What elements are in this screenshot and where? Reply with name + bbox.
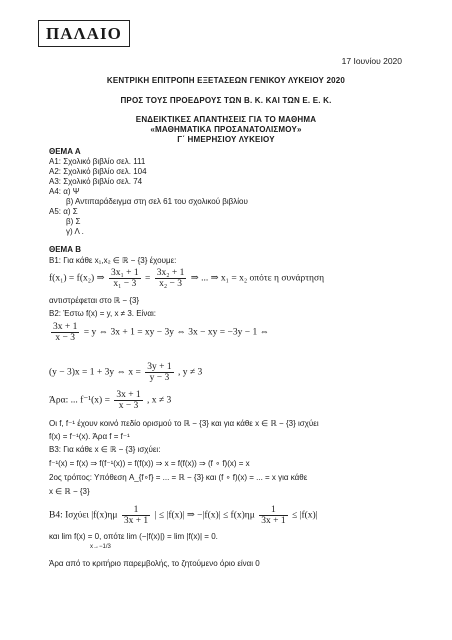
equation-1 [49,268,324,289]
thema-b-title: ΘΕΜΑ Β [49,245,81,254]
eq1-fraction-2: $\frac{\text{3x₂ + 1}}{\text{x₂ − 3}}$ [156,268,185,289]
eq2-right: = y ⇔ 3x + 1 = xy − 3y ⇔ 3x − xy = −3y − 1 ⇔ [83,327,270,338]
eq4-fraction: $\frac{3x + 1}{x - 3}$ [116,390,141,411]
eq1-right: ⇒ ... ⇒ x₁ = x₂ οπότε η συνάρτηση [190,273,325,284]
equation-4 [49,390,171,411]
eq1-fraction-1: $\frac{\text{3x₁ + 1}}{\text{x₁ − 3}}$ [110,268,139,289]
date: 17 Ιουνίου 2020 [341,56,402,66]
eq3-fraction: $\frac{3y + 1}{y - 3}$ [147,362,172,383]
answer-a3: Α3: Σχολικό βιβλίο σελ. 74 [49,177,143,186]
thema-a-title: ΘΕΜΑ Α [49,147,81,156]
b4-fraction-1: $\frac{1}{3x + 1}$ [123,505,149,526]
answer-a5a: Α5: α) Σ [49,207,78,216]
old-stamp: ΠΑΛΑΙΟ [38,20,130,47]
composition-line: f⁻¹(x) = f(x) ⇒ f(f⁻¹(x)) = f(f(x)) ⇒ x = f(f(x)) ⇒ (f ∘ f)(x) = x [49,459,250,468]
b1-intro: Β1: Για κάθε x₁,x₂ ∈ ℝ − {3} έχουμε: [49,256,177,265]
eq3-right: , y ≠ 3 [178,367,203,378]
eq3-left: (y − 3)x = 1 + 3y ⇔ x = [49,367,141,378]
b4-mid: | ≤ |f(x)| ⇒ −|f(x)| ≤ f(x)ημ [154,510,255,521]
domain-line: x ∈ ℝ − {3} [49,487,90,496]
answer-a2: Α2: Σχολικό βιβλίο σελ. 104 [49,167,147,176]
b4-inequality [49,505,318,526]
header-line-4: «ΜΑΘΗΜΑΤΙΚΑ ΠΡΟΣΑΝΑΤΟΛΙΣΜΟΥ» [150,125,302,134]
answer-a1: Α1: Σχολικό βιβλίο σελ. 111 [49,157,146,166]
second-method-line: 2ος τρόπος: Υπόθεση A_{f∘f} = ... = ℝ − {3} και (f ∘ f)(x) = ... = x για κάθε [49,473,308,482]
eq1-left: f(x₁) = f(x₂) ⇒ [49,273,105,284]
equation-2 [49,322,269,343]
b4-right: ≤ |f(x)| [291,510,318,521]
answer-a4a: Α4: α) Ψ [49,187,80,196]
header-line-5: Γ΄ ΗΜΕΡΗΣΙΟΥ ΛΥΚΕΙΟΥ [177,135,275,144]
equation-3 [49,362,202,383]
answer-a5b: β) Σ [66,217,81,226]
b2-intro: Β2: Έστω f(x) = y, x ≠ 3. Είναι: [49,309,156,318]
b4-left: Β4: Ισχύει |f(x)ημ [49,510,118,521]
answer-a4b: β) Αντιπαράδειγμα στη σελ 61 του σχολικού βιβλίου [66,197,248,206]
invertible-line: αντιστρέφεται στο ℝ − {3} [49,296,140,305]
limit-subscript: x→−1/3 [90,544,111,550]
eq4-right: , x ≠ 3 [147,395,172,406]
equality-line: f(x) = f⁻¹(x). Άρα f = f⁻¹ [49,432,130,441]
eq1-mid: = [144,273,151,284]
eq4-left: Άρα: ... f⁻¹(x) = [49,395,110,406]
answer-a5c: γ) Λ . [66,227,84,236]
limit-line: και lim f(x) = 0, οπότε lim (−|f(x)|) = lim |f(x)| = 0. [49,532,218,541]
header-line-2: ΠΡΟΣ ΤΟΥΣ ΠΡΟΕΔΡΟΥΣ ΤΩΝ Β. Κ. ΚΑΙ ΤΩΝ Ε. Ε. Κ. [120,96,332,105]
conclusion-line: Άρα από το κριτήριο παρεμβολής, το ζητούμενο όριο είναι 0 [49,559,260,568]
eq2-fraction: $\frac{3x + 1}{x - 3}$ [53,322,78,343]
b3-intro: Β3: Για κάθε x ∈ ℝ − {3} ισχύει: [49,445,161,454]
header-line-3: ΕΝΔΕΙΚΤΙΚΕΣ ΑΠΑΝΤΗΣΕΙΣ ΓΙΑ ΤΟ ΜΑΘΗΜΑ [135,115,317,124]
domain-paragraph: Οι f, f⁻¹ έχουν κοινό πεδίο ορισμού το ℝ − {3} και για κάθε x ∈ ℝ − {3} ισχύει [49,419,319,428]
b4-fraction-2: $\frac{1}{3x + 1}$ [261,505,286,526]
header-line-1: ΚΕΝΤΡΙΚΗ ΕΠΙΤΡΟΠΗ ΕΞΕΤΑΣΕΩΝ ΓΕΝΙΚΟΥ ΛΥΚΕΙΟΥ 2020 [106,76,346,85]
